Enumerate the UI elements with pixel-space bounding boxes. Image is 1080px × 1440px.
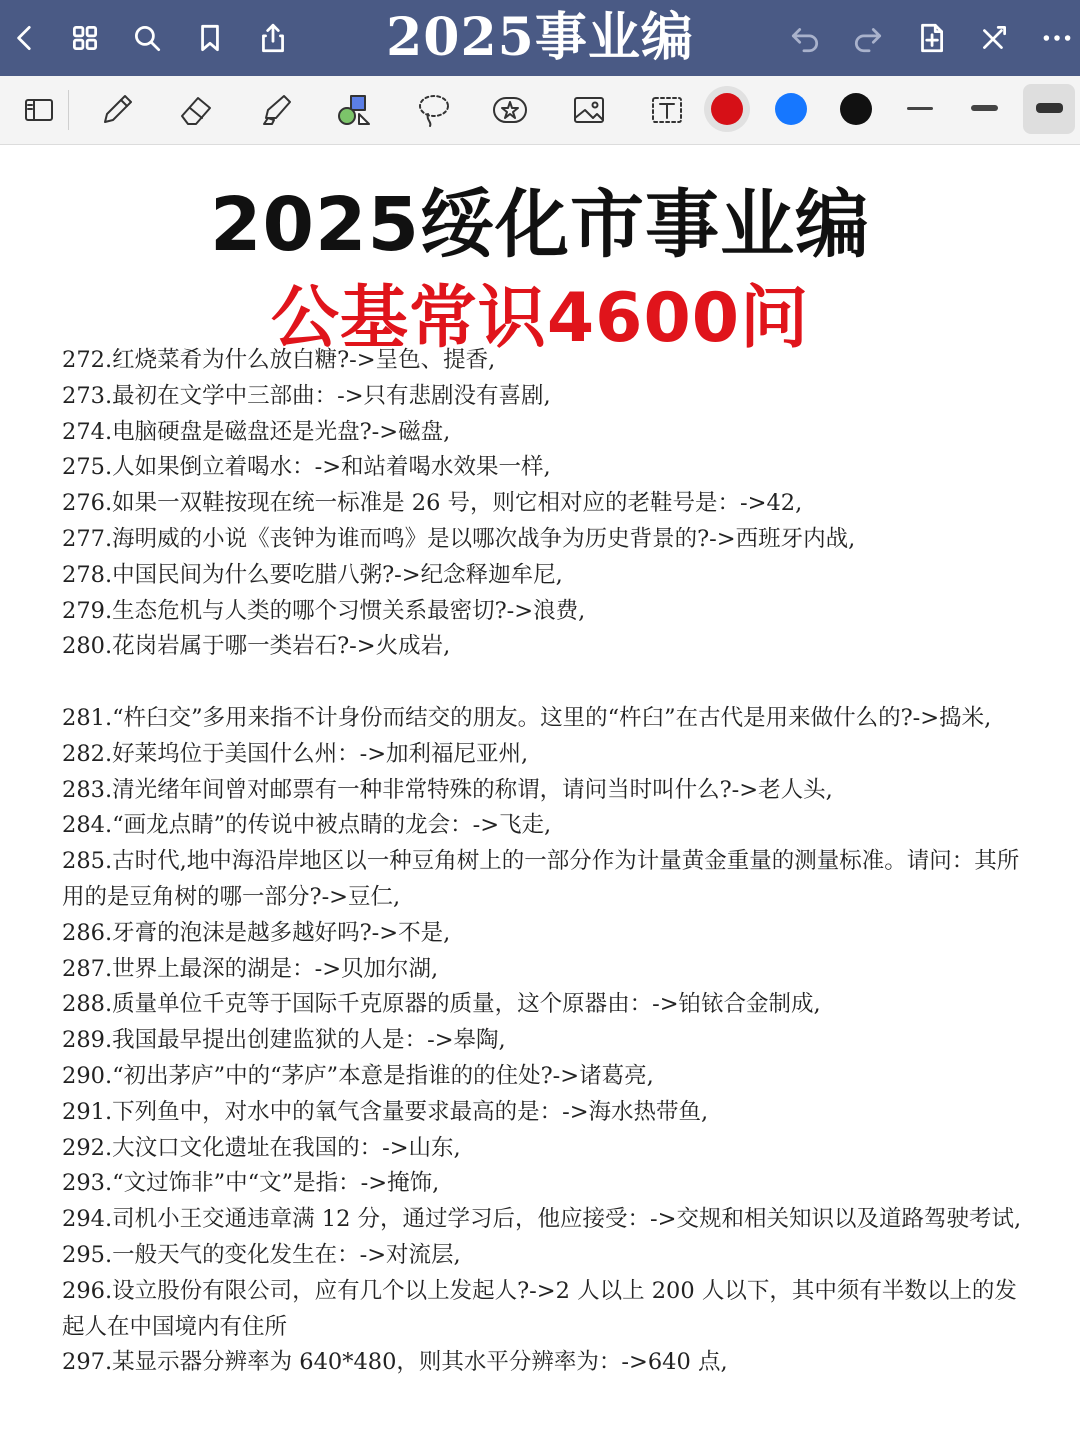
question-item: 273.最初在文学中三部曲：->只有悲剧没有喜剧, <box>62 382 551 409</box>
undo-icon[interactable] <box>786 19 824 57</box>
text-icon[interactable] <box>645 88 689 132</box>
question-item: 272.红烧菜肴为什么放白糖?->呈色、提香, <box>62 347 496 373</box>
shapes-icon[interactable] <box>333 88 377 132</box>
question-item: 295.一般天气的变化发生在：->对流层, <box>62 1241 461 1268</box>
stroke-width-medium[interactable] <box>971 105 998 111</box>
blue-color-swatch[interactable] <box>775 93 807 125</box>
question-item: 288.质量单位千克等于国际千克原器的质量，这个原器由：->铂铱合金制成, <box>62 991 821 1018</box>
document-title: 2025绥化市事业编 <box>210 182 870 268</box>
question-item: 286.牙膏的泡沫是越多越好吗?->不是, <box>62 919 451 946</box>
question-item: 289.我国最早提出创建监狱的人是：->皋陶, <box>62 1027 506 1054</box>
question-item: 279.生态危机与人类的哪个习惯关系最密切?->浪费, <box>62 597 586 624</box>
top-navigation-bar <box>0 0 1080 76</box>
annotation-toolbar <box>0 76 1080 145</box>
image-icon[interactable] <box>567 88 611 132</box>
question-item: 297.某显示器分辨率为 640*480，则其水平分辨率为：->640 点, <box>62 1349 728 1376</box>
question-item: 280.花岗岩属于哪一类岩石?->火成岩, <box>62 633 451 660</box>
question-list <box>62 343 1022 1381</box>
question-item: 296.设立股份有限公司，应有几个以上发起人?->2 人以上 200 人以下，其中须有半数以上的发起人在中国境内有住所 <box>62 1277 1017 1340</box>
question-item: 281.“杵臼交”多用来指不计身份而结交的朋友。这里的“杵臼”在古代是用来做什么的?->捣米, <box>62 704 992 731</box>
question-item: 293.“文过饰非”中“文”是指：->掩饰, <box>62 1170 440 1197</box>
lasso-icon[interactable] <box>412 88 456 132</box>
window-title: 2025事业编 <box>386 7 694 68</box>
question-item: 275.人如果倒立着喝水：->和站着喝水效果一样, <box>62 454 551 481</box>
question-item: 282.好莱坞位于美国什么州：->加利福尼亚州, <box>62 740 529 767</box>
highlighter-icon[interactable] <box>254 88 298 132</box>
stroke-width-thin[interactable] <box>907 107 933 110</box>
document-subtitle: 公基常识4600问 <box>270 279 810 358</box>
paragraph-gap <box>62 665 1022 701</box>
question-item: 283.清光绪年间曾对邮票有一种非常特殊的称谓，请问当时叫什么?->老人头, <box>62 776 833 803</box>
close-icon[interactable] <box>975 19 1013 57</box>
add-page-icon[interactable] <box>912 19 950 57</box>
question-item: 292.大汶口文化遗址在我国的：->山东, <box>62 1134 461 1161</box>
red-color-swatch[interactable] <box>711 93 743 125</box>
question-item: 277.海明威的小说《丧钟为谁而鸣》是以哪次战争为历史背景的?->西班牙内战, <box>62 525 856 552</box>
question-item: 294.司机小王交通违章满 12 分，通过学习后，他应接受：->交规和相关知识以及道路驾驶考试, <box>62 1206 1022 1233</box>
stroke-width-thick[interactable] <box>1036 103 1063 113</box>
more-icon[interactable] <box>1038 19 1076 57</box>
black-color-swatch[interactable] <box>840 93 872 125</box>
question-item: 284.“画龙点睛”的传说中被点睛的龙会：->飞走, <box>62 812 552 839</box>
question-item: 274.电脑硬盘是磁盘还是光盘?->磁盘, <box>62 418 451 445</box>
sidebar-toggle-icon[interactable] <box>16 88 60 132</box>
sticker-icon[interactable] <box>488 88 532 132</box>
toolbar-divider <box>68 90 69 130</box>
question-item: 276.如果一双鞋按现在统一标准是 26 号，则它相对应的老鞋号是：->42, <box>62 490 803 517</box>
pen-icon[interactable] <box>95 88 139 132</box>
question-item: 278.中国民间为什么要吃腊八粥?->纪念释迦牟尼, <box>62 561 563 588</box>
question-item: 290.“初出茅庐”中的“茅庐”本意是指谁的的住处?->诸葛亮, <box>62 1062 654 1089</box>
redo-icon[interactable] <box>849 19 887 57</box>
question-item: 291.下列鱼中，对水中的氧气含量要求最高的是：->海水热带鱼, <box>62 1098 709 1125</box>
question-item: 287.世界上最深的湖是：->贝加尔湖, <box>62 955 439 982</box>
eraser-icon[interactable] <box>174 88 218 132</box>
question-item: 285.古时代,地中海沿岸地区以一种豆角树上的一部分作为计量黄金重量的测量标准。请问：其所用的是豆角树的哪一部分?->豆仁, <box>62 848 1020 910</box>
